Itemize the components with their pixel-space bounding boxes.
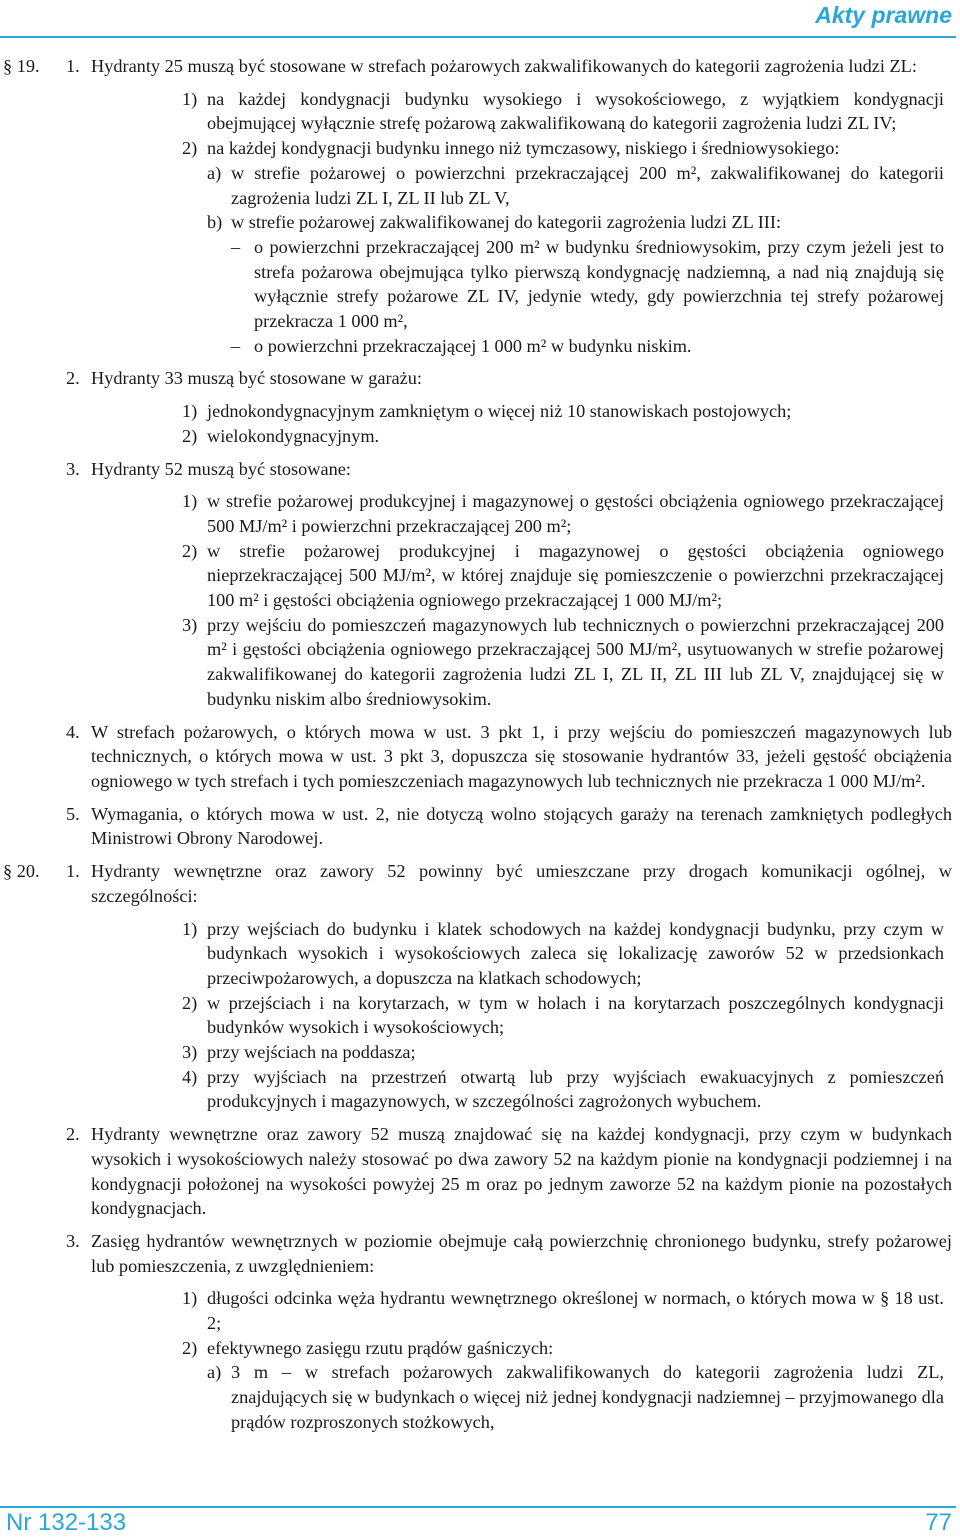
point-number: 4) [182,1066,198,1087]
ust-item [0,1229,960,1435]
point-item [91,917,952,991]
point-number: 1) [182,918,198,939]
letter-item [91,161,952,210]
letter-text: 3 m – w strefach pożarowych zakwalifikowanych do kategorii zagrożenia ludzi ZL, znajdujących się w budynkach o więcej niż jednej kondygnacji nadziemnej – przyjmowanego dla prądów rozproszonych stożkowych, [231,1362,944,1432]
ust-number: 3. [66,458,80,479]
point-item [91,1040,952,1065]
header-title: Akty prawne [815,2,952,28]
point-text: w przejściach i na korytarzach, w tym w holach i na korytarzach poszczególnych kondygnacji budynków wysokich i wysokościowych; [207,992,944,1038]
point-text: długości odcinka węża hydrantu wewnętrznego określonej w normach, o których mowa w § 18 ust. 2; [207,1288,944,1334]
point-number: 1) [182,88,198,109]
point-item [91,613,952,712]
point-text: przy wejściu do pomieszczeń magazynowych lub technicznych o powierzchni przekraczającej 200 m² i gęstości obciążenia ogniowego przekraczającej 500 MJ/m², usytuowanych w strefie pożarowej zakwalifikowanej do kategorii zagrożenia ludzi ZL I, ZL II, ZL III lub ZL V, znajdującej się w budynku niskim albo średniowysokim. [207,614,944,709]
letter-item [91,210,952,235]
header-rule [0,36,956,38]
point-number: 2) [182,1337,198,1358]
point-number: 3) [182,614,198,635]
ust-item [0,54,960,358]
point-item [91,1065,952,1114]
ust-item [0,802,960,851]
ust-text: Hydranty 52 muszą być stosowane: [91,458,351,479]
page-footer [0,1506,960,1537]
letter-number: b) [207,212,223,233]
point-item [91,991,952,1040]
point-number: 2) [182,992,198,1013]
point-text: jednokondygnacyjnym zamkniętym o więcej niż 10 stanowiskach postojowych; [207,401,792,422]
ust-text: Hydranty 33 muszą być stosowane w garażu: [91,368,422,389]
point-item [91,489,952,538]
paragraph-section [0,54,960,851]
point-list [91,87,952,359]
letter-number: a) [207,1362,222,1383]
letter-item [91,1360,952,1434]
letter-text: w strefie pożarowej zakwalifikowanej do kategorii zagrożenia ludzi ZL III: [231,212,782,233]
point-number: 3) [182,1042,198,1063]
point-text: efektywnego zasięgu rzutu prądów gaśniczych: [207,1337,554,1358]
dash-item [91,235,952,334]
dash-mark: – [231,236,241,257]
ust-number: 4. [66,721,80,742]
ust-item [0,720,960,794]
point-number: 1) [182,401,198,422]
ust-item [0,457,960,712]
point-list [91,399,952,448]
dash-item [91,334,952,359]
point-item [91,539,952,613]
ust-number: 3. [66,1230,80,1251]
point-list [91,1286,952,1434]
dash-text: o powierzchni przekraczającej 200 m² w budynku średniowysokim, przy czym jeżeli jest to strefa pożarowa obejmująca tylko pierwszą kondygnację nadziemną, a nad nią znajdują się wyłącznie strefy pożarowe ZL IV, jedynie wtedy, gdy powierzchnia tej strefy pożarowej przekracza 1 000 m², [254,236,944,332]
issue-number: Nr 132-133 [6,1509,127,1536]
ust-text: Wymagania, o których mowa w ust. 2, nie dotyczą wolno stojących garaży na terenach zamkniętych podległych Ministrowi Obrony Narodowej. [91,803,952,849]
letter-number: a) [207,162,222,183]
ust-text: Hydranty wewnętrzne oraz zawory 52 muszą znajdować się na każdej kondygnacji, przy czym w budynkach wysokich i wysokościowych należy stosować po dwa zawory 52 na każdym pionie na kondygnacji podziemnej i na kondygnacji położonej na wysokości powyżej 25 m oraz po jednym zaworze 52 na każdym pionie na pozostałych kondygnacjach. [91,1124,952,1219]
ust-text: Hydranty wewnętrzne oraz zawory 52 powinny być umieszczane przy drogach komunikacji ogólnej, w szczególności: [91,861,952,906]
point-item [91,1286,952,1335]
ust-item [0,1122,960,1221]
letter-text: w strefie pożarowej o powierzchni przekraczającej 200 m², zakwalifikowanej do kategorii zagrożenia ludzi ZL I, ZL II lub ZL V, [231,162,944,208]
point-list [91,489,952,711]
ust-number: 2. [66,1124,80,1145]
dash-text: o powierzchni przekraczającej 1 000 m² w budynku niskim. [254,335,692,356]
point-list [91,917,952,1115]
point-number: 2) [182,540,198,561]
dash-mark: – [231,335,241,356]
page-header [0,0,960,40]
ust-text: W strefach pożarowych, o których mowa w ust. 3 pkt 1, i przy wejściu do pomieszczeń magazynowych lub technicznych, o których mowa w ust. 3 pkt 3, dopuszcza się stosowanie hydrantów 33, jeżeli gęstość obciążenia ogniowego w tych strefach i tych pomieszczeniach magazynowych lub technicznych nie przekracza 1 000 MJ/m². [91,721,952,791]
section-number: § 20. [3,861,40,882]
footer-rule [0,1506,956,1508]
page-number: 77 [925,1509,952,1536]
ust-number: 1. [66,861,80,882]
paragraph-section [0,859,960,1434]
ust-text: Hydranty 25 muszą być stosowane w strefach pożarowych zakwalifikowanych do kategorii zagrożenia ludzi ZL: [91,56,917,76]
point-number: 1) [182,491,198,512]
point-number: 2) [182,425,198,446]
point-text: przy wyjściach na przestrzeń otwartą lub przy wyjściach ewakuacyjnych z pomieszczeń produkcyjnych i magazynowych, w szczególności zagrożonych wybuchem. [207,1066,944,1112]
point-number: 2) [182,138,198,159]
point-item [91,87,952,136]
point-item [91,136,952,161]
ust-text: Zasięg hydrantów wewnętrznych w poziomie obejmuje całą powierzchnię chronionego budynku, strefy pożarowej lub pomieszczenia, z uwzględnieniem: [91,1230,952,1276]
point-text: w strefie pożarowej produkcyjnej i magazynowej o gęstości obciążenia ogniowego nieprzekraczającej 500 MJ/m², w której znajduje się pomieszczenie o powierzchni przekraczającej 100 m² i gęstości obciążenia ogniowego przekraczającej 1 000 MJ/m²; [207,540,944,611]
point-text: w strefie pożarowej produkcyjnej i magazynowej o gęstości obciążenia ogniowego przekraczającej 500 MJ/m² i powierzchni przekraczającej 200 m²; [207,491,944,536]
document-body [0,54,960,1443]
point-text: przy wejściach do budynku i klatek schodowych na każdej kondygnacji budynku, przy czym w budynkach wysokich i wysokościowych zaleca się lokalizację zaworów 52 w przedsionkach przeciwpożarowych, a dopuszcza na klatkach schodowych; [207,918,944,988]
ust-item [0,366,960,448]
section-number: § 19. [3,56,40,76]
point-text: na każdej kondygnacji budynku wysokiego i wysokościowego, z wyjątkiem kondygnacji obejmującej wyłącznie strefę pożarową zakwalifikowaną do kategorii zagrożenia ludzi ZL IV; [207,88,944,134]
point-item [91,1336,952,1361]
ust-number: 2. [66,368,80,389]
point-text: przy wejściach na poddasza; [207,1042,416,1063]
point-item [91,399,952,424]
ust-number: 5. [66,803,80,824]
ust-number: 1. [66,56,80,76]
point-number: 1) [182,1288,198,1309]
ust-item [0,859,960,1114]
point-text: wielokondygnacyjnym. [207,425,380,446]
point-text: na każdej kondygnacji budynku innego niż tymczasowy, niskiego i średniowysokiego: [207,138,840,159]
point-item [91,424,952,449]
